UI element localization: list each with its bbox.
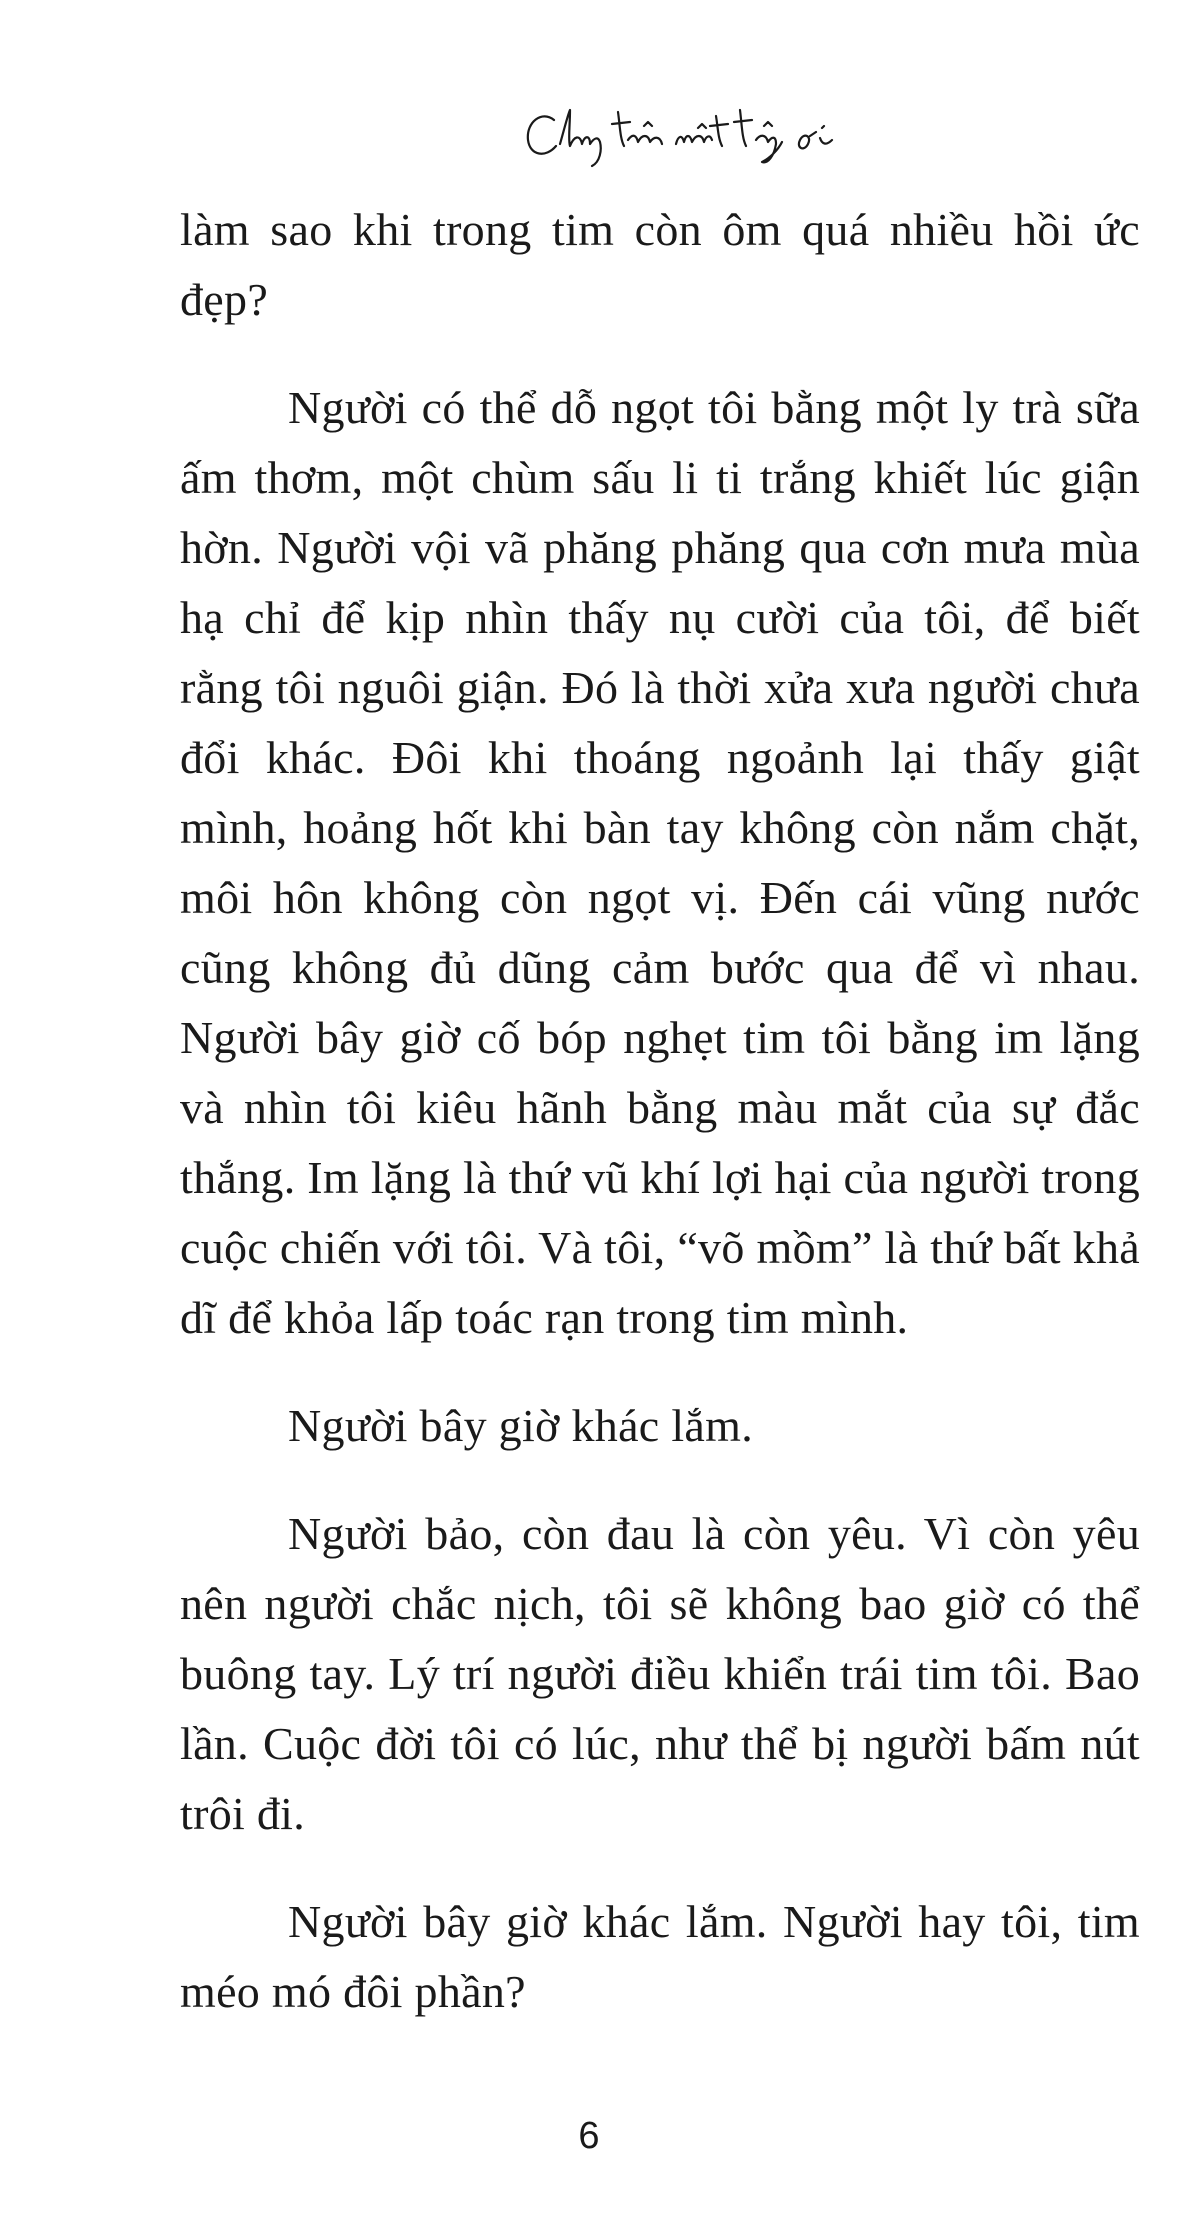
- running-title-script: [520, 100, 840, 170]
- paragraph-1: làm sao khi trong tim còn ôm quá nhiều hồi ức đẹp?: [180, 204, 1140, 325]
- body-text: [180, 195, 1140, 2065]
- paragraph-5: Người bây giờ khác lắm. Người hay tôi, tim méo mó đôi phần?: [180, 1896, 1140, 2017]
- paragraph-3: Người bây giờ khác lắm.: [288, 1400, 753, 1451]
- paragraph-4: Người bảo, còn đau là còn yêu. Vì còn yêu nên người chắc nịch, tôi sẽ không bao giờ có thể buông tay. Lý trí người điều khiển trái tim tôi. Bao lần. Cuộc đời tôi có lúc, như thể bị người bấm nút trôi đi.: [180, 1508, 1140, 1839]
- page-number: 6: [578, 2115, 600, 2157]
- running-header: [520, 100, 840, 170]
- paragraph-2: Người có thể dỗ ngọt tôi bằng một ly trà sữa ấm thơm, một chùm sấu li ti trắng khiết lúc giận hờn. Người vội vã phăng phăng qua cơn mưa mùa hạ chỉ để kịp nhìn thấy nụ cười của tôi, để biết rằng tôi nguôi giận. Đó là thời xửa xưa người chưa đổi khác. Đôi khi thoáng ngoảnh lại thấy giật mình, hoảng hốt khi bàn tay không còn nắm chặt, môi hôn không còn ngọt vị. Đến cái vũng nước cũng không đủ dũng cảm bước qua để vì nhau. Người bây giờ cố bóp nghẹt tim tôi bằng im lặng và nhìn tôi kiêu hãnh bằng màu mắt của sự đắc thắng. Im lặng là thứ vũ khí lợi hại của người trong cuộc chiến với tôi. Và tôi, “võ mồm” là thứ bất khả dĩ để khỏa lấp toác rạn trong tim mình.: [180, 382, 1140, 1343]
